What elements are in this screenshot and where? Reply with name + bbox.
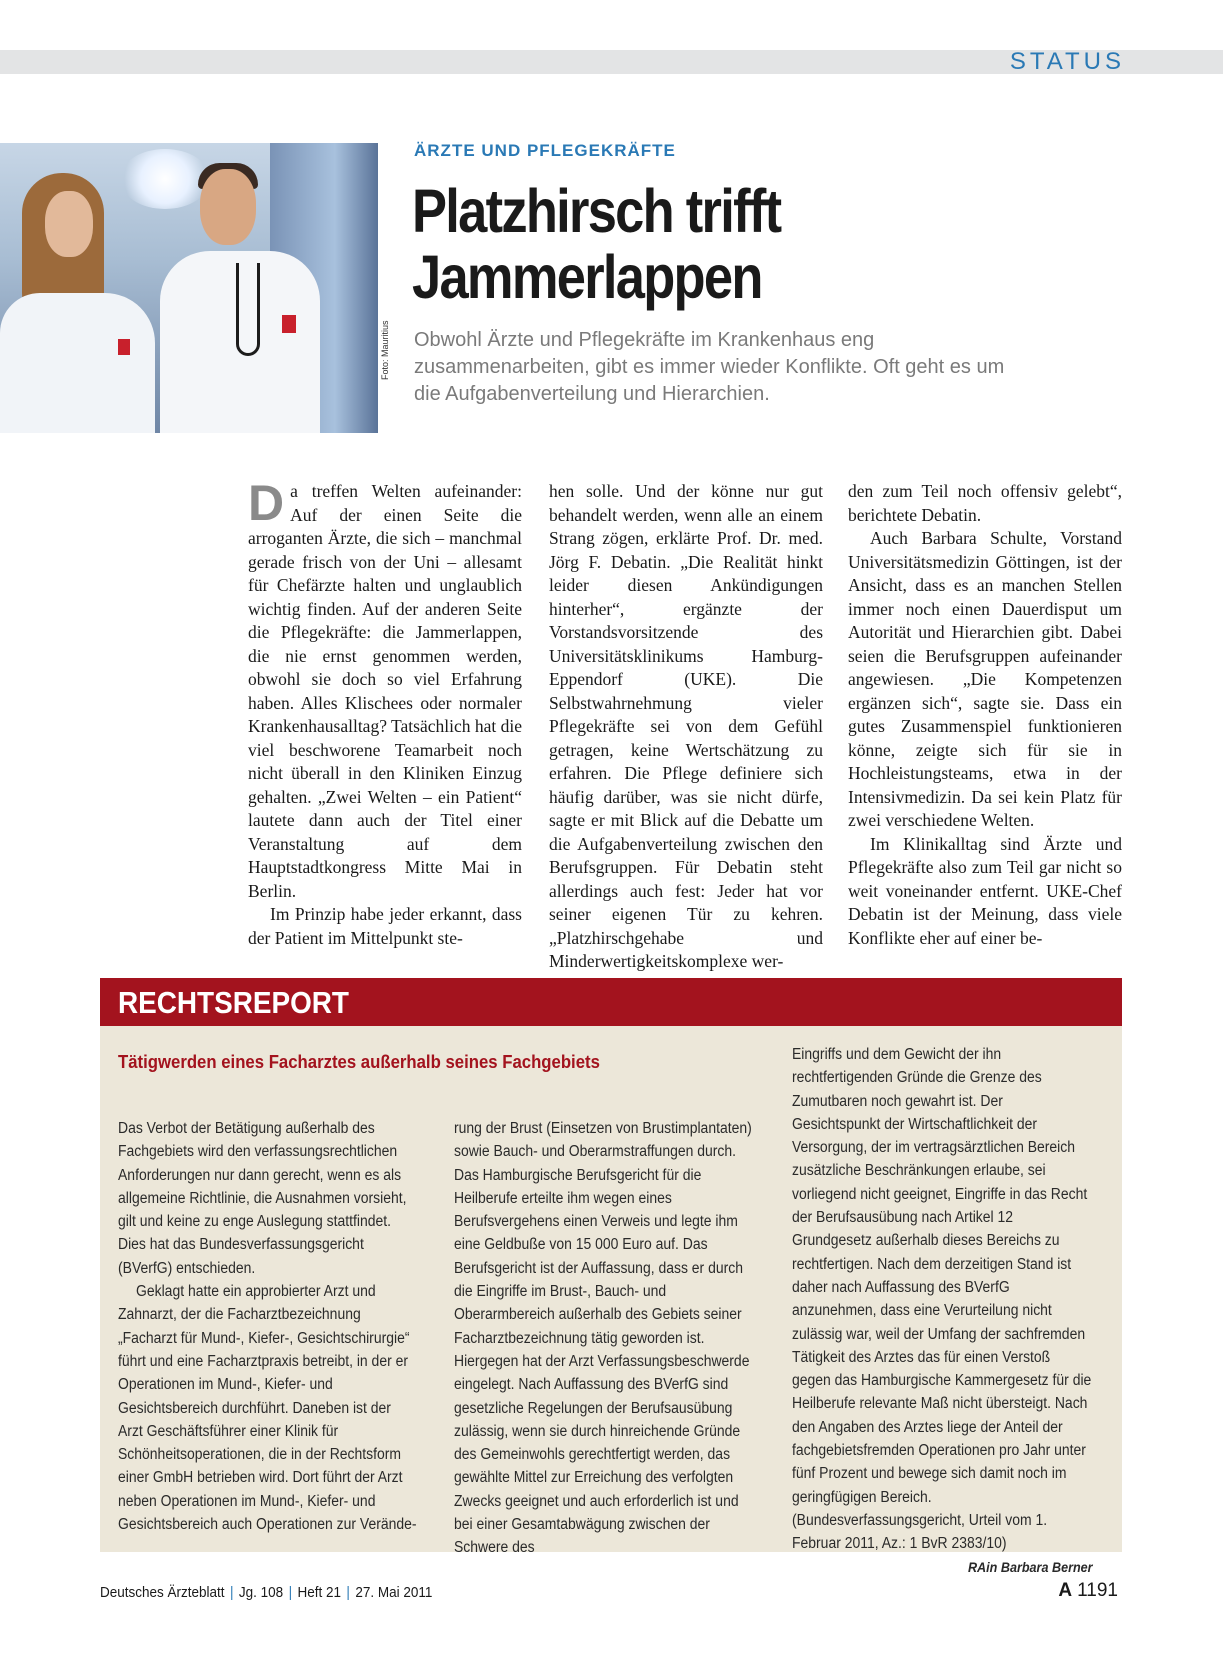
article-column-3 bbox=[848, 480, 1122, 950]
article-paragraph: Auch Barbara Schulte, Vorstand Universitätsmedizin Göttingen, ist der Ansicht, dass es an manchen Stellen immer noch einen Dauerdisput um Autorität und Hierarchien gibt. Dabei seien die Berufsgruppen aufeinander angewiesen. „Die Kompetenzen ergänzen sich“, sagte sie. Dass ein gutes Zusammenspiel funktionieren könne, zeigte sich für sie in Hochleistungsteams, etwa in der Intensivmedizin. Da sei kein Platz für zwei verschiedene Welten. bbox=[848, 528, 1122, 830]
report-column-2 bbox=[454, 1117, 755, 1560]
article-photo bbox=[0, 143, 378, 433]
article-headline bbox=[412, 178, 842, 310]
page-prefix: A bbox=[1058, 1580, 1073, 1601]
report-column-1 bbox=[118, 1117, 419, 1536]
headline-line-2: Jammerlappen bbox=[412, 243, 762, 311]
section-label: STATUS bbox=[1009, 48, 1125, 75]
photo-person-face bbox=[45, 191, 93, 257]
report-title: RECHTSREPORT bbox=[118, 985, 349, 1020]
article-paragraph: hen solle. Und der könne nur gut behandelt werden, wenn alle an einem Strang zögen, erklärte Prof. Dr. med. Jörg F. Debatin. „Die Realität hinkt leider diesen Ankündigungen hinterher“, ergänzte der Vorstandsvorsitzende des Universitätsklinikums Hamburg-Eppendorf (UKE). Die Selbstwahrnehmung vieler Pflegekräfte sei von dem Gefühl getragen, keine Wertschätzung zu erfahren. Die Pflege definiere sich häufig darüber, was sie nicht dürfe, sagte er mit Blick auf die Debatte um die Aufgabenverteilung zwischen den Berufsgruppen. Für Debatin steht allerdings auch fest: Jeder hat vor seiner eigenen Tür zu kehren. „Platzhirschgehabe und Minderwertigkeitskomplexe wer- bbox=[549, 481, 823, 971]
report-paragraph: Geklagt hatte ein approbierter Arzt und Zahnarzt, der die Facharztbezeichnung „Facharzt für Mund-, Kiefer-, Gesichtschirurgie“ führt und eine Facharztpraxis betreibt, in der er Operationen im Mund-, Kiefer- und Gesichtsbereich durchführt. Daneben ist der Arzt Geschäftsführer einer Klinik für Schönheitsoperationen, die in der Rechtsform einer GmbH betrieben wird. Dort führt der Arzt neben Operationen im Mund-, Kiefer- und Gesichtsbereich auch Operationen zur Verände- bbox=[118, 1283, 417, 1534]
badge-icon bbox=[282, 315, 296, 333]
article-kicker: ÄRZTE UND PFLEGEKRÄFTE bbox=[414, 141, 676, 160]
page-footer bbox=[100, 1584, 432, 1601]
photo-credit bbox=[380, 320, 390, 380]
rechtsreport-box bbox=[100, 978, 1122, 1575]
article-paragraph bbox=[248, 475, 522, 903]
article-column-2 bbox=[549, 480, 823, 974]
article-paragraph: den zum Teil noch offensiv gelebt“, berichtete Debatin. bbox=[848, 481, 1122, 525]
report-paragraph: rung der Brust (Einsetzen von Brustimplantaten) sowie Bauch- und Oberarmstraffungen durch. Das Hamburgische Berufsgericht für die Heilberufe erteilte ihm wegen eines Berufsvergehens einen Verweis und legte ihm eine Geldbuße von 15 000 Euro auf. Das Berufsgericht ist der Auffassung, dass er durch die Eingriffe im Brust-, Bauch- und Oberarmbereich außerhalb des Gebiets seiner Facharztbezeichnung tätig geworden ist. Hiergegen hat der Arzt Verfassungsbeschwerde eingelegt. Nach Auffassung des BVerfG sind gesetzliche Regelungen der Berufsausübung zulässig, wenn sie durch hinreichende Gründe des Gemeinwohls gerechtfertigt werden, das gewählte Mittel zur Erreichung des verfolgten Zwecks geeignet und auch erforderlich ist und bei einer Gesamtabwägung zwischen der Schwere des bbox=[454, 1120, 752, 1557]
photo-credit-text: Foto: Mauritius bbox=[380, 320, 390, 380]
headline-line-1: Platzhirsch trifft bbox=[412, 177, 781, 245]
report-paragraph bbox=[792, 1043, 1093, 1575]
stethoscope-icon bbox=[236, 263, 260, 356]
report-paragraph: Das Verbot der Betätigung außerhalb des Fachgebiets wird den verfassungsrechtlichen Anforderungen nur dann gerecht, wenn es als allgemeine Richtlinie, die Ausnahmen vorsieht, gilt und keine zu enge Auslegung stattfindet. Dies hat das Bundesverfassungsgericht (BVerfG) entschieden. bbox=[118, 1120, 407, 1277]
photo-person-body bbox=[0, 293, 155, 433]
journal-volume: Jg. 108 bbox=[238, 1584, 284, 1601]
journal-date: 27. Mai 2011 bbox=[355, 1584, 433, 1601]
paragraph-text: Eingriffs und dem Gewicht der ihn rechtfertigenden Gründe die Grenze des Zumutbaren noch gewahrt ist. Der Gesichtspunkt der Wirtschaftlichkeit der Versorgung, der im vertragsärztlichen Bereich zusätzliche Beschränkungen erlaube, sei vorliegend nicht geeignet, Eingriffe in das Recht der Berufsausübung nach Artikel 12 Grundgesetz außerhalb dieses Bereichs zu rechtfertigen. Nach dem derzeitigen Stand ist daher nach Auffassung des BVerfG anzunehmen, dass eine Verurteilung nicht zulässig war, weil der Umfang der sachfremden Tätigkeit des Arztes das für einen Verstoß gegen das Hamburgische Kammergesetz für die Heilberufe relevante Maß nicht übersteigt. Nach den Angaben des Arztes liege der Anteil der fachgebietsfremden Operationen pro Jahr unter fünf Prozent und bewege sich damit noch im geringfügigen Bereich. (Bundesverfassungsgericht, Urteil vom 1. Februar 2011, Az.: 1 BvR 2383/10) bbox=[792, 1046, 1092, 1553]
photo-lamp bbox=[120, 149, 210, 209]
paragraph-text: a treffen Welten aufeinander: Auf der einen Seite die arroganten Ärzte, die sich – manchmal gerade frisch von der Uni – allesamt für Chefärzte halten und unglaublich wichtig finden. Auf der anderen Seite die Pflegekräfte: die Jammerlappen, die nie ernst genommen werden, obwohl sie doch so viel Erfahrung haben. Alles Klischees oder normaler Krankenhausalltag? Tatsächlich hat die viel beschworene Teamarbeit noch nicht überall in den Kliniken Einzug gehalten. „Zwei Welten – ein Patient“ lautete dann auch der Titel einer Veranstaltung auf dem Hauptstadtkongress Mitte Mai in Berlin. bbox=[248, 481, 522, 901]
article-teaser: Obwohl Ärzte und Pflegekräfte im Krankenhaus eng zusammenarbeiten, gibt es immer wieder Konflikte. Oft geht es um die Aufgabenverteilung und Hierarchien. bbox=[414, 329, 1005, 405]
journal-issue: Heft 21 bbox=[297, 1584, 342, 1601]
page-number-value: 1191 bbox=[1077, 1580, 1118, 1601]
footer-separator: | bbox=[346, 1584, 350, 1601]
report-author: RAin Barbara Berner bbox=[967, 1558, 1093, 1575]
dropcap: D bbox=[248, 475, 285, 531]
article-paragraph: Im Prinzip habe jeder erkannt, dass der Patient im Mittelpunkt ste- bbox=[248, 904, 522, 948]
report-header bbox=[100, 978, 1122, 1026]
article-paragraph: Im Klinikalltag sind Ärzte und Pflegekräfte also zum Teil gar nicht so weit voneinander entfernt. UKE-Chef Debatin ist der Meinung, dass viele Konflikte eher auf einer be- bbox=[848, 833, 1122, 948]
badge-icon bbox=[118, 339, 130, 355]
report-column-3 bbox=[792, 1043, 1093, 1579]
photo-doctor-face bbox=[200, 169, 256, 245]
report-subtitle: Tätigwerden eines Facharztes außerhalb seines Fachgebiets bbox=[118, 1052, 600, 1072]
footer-separator: | bbox=[288, 1584, 293, 1601]
page-number bbox=[1058, 1580, 1118, 1602]
article-column-1 bbox=[248, 475, 522, 950]
journal-name: Deutsches Ärzteblatt bbox=[100, 1584, 225, 1601]
footer-separator: | bbox=[229, 1584, 234, 1601]
